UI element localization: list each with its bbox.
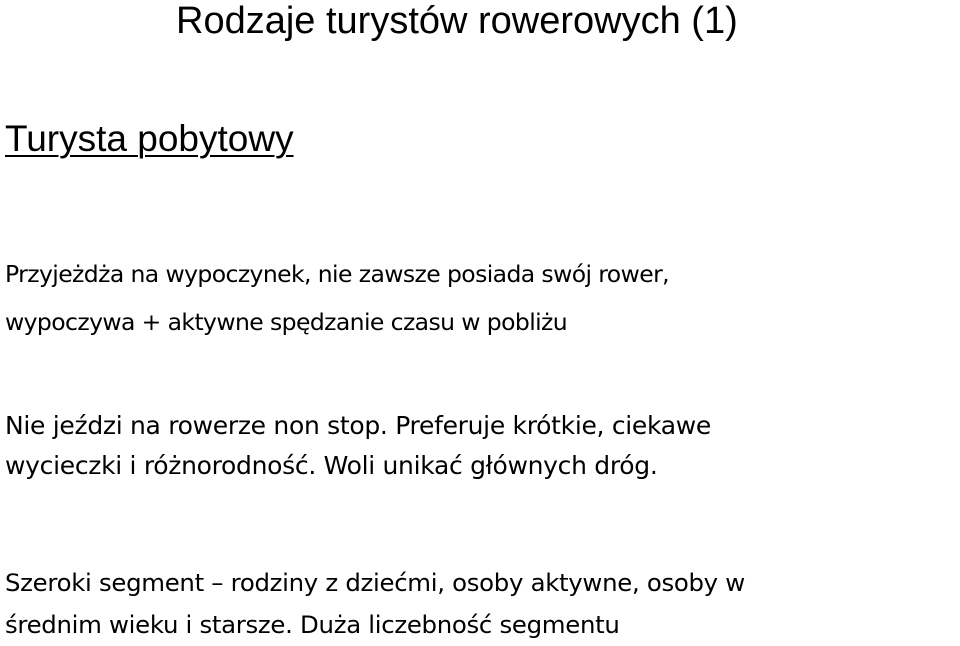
paragraph-line: średnim wieku i starsze. Duża liczebność segmentu [5, 610, 620, 639]
slide-title: Rodzaje turystów rowerowych (1) [176, 0, 738, 42]
paragraph-stay-purpose [5, 250, 960, 346]
paragraph-line: wycieczki i różnorodność. Woli unikać głównych dróg. [5, 451, 658, 480]
paragraph-riding-preferences [5, 406, 960, 486]
paragraph-segment-description [5, 562, 960, 646]
section-heading: Turysta pobytowy [5, 118, 294, 159]
paragraph-line: Przyjeżdża na wypoczynek, nie zawsze posiada swój rower, [5, 260, 669, 288]
paragraph-line: Nie jeździ na rowerze non stop. Preferuje krótkie, ciekawe [5, 411, 712, 440]
paragraph-line: wypoczywa + aktywne spędzanie czasu w pobliżu [5, 308, 568, 336]
paragraph-line: Szeroki segment – rodziny z dziećmi, osoby aktywne, osoby w [5, 568, 745, 597]
